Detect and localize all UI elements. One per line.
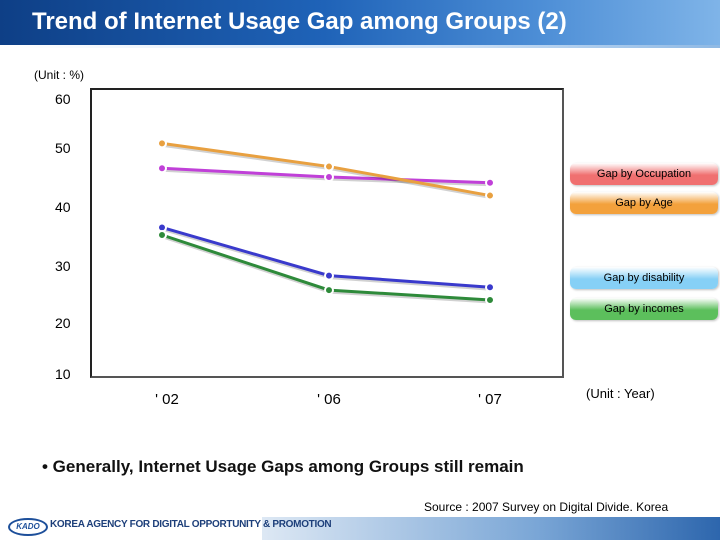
x-tick-label: ' 06: [317, 391, 341, 408]
legend-item-occupation: Gap by Occupation: [570, 163, 718, 185]
data-point: [325, 272, 333, 280]
y-tick-label: 40: [55, 199, 71, 215]
data-point: [486, 192, 494, 200]
data-point: [486, 179, 494, 187]
data-point: [158, 231, 166, 239]
summary-bullet: • Generally, Internet Usage Gaps among Groups still remain: [42, 457, 524, 476]
org-name: KOREA AGENCY FOR DIGITAL OPPORTUNITY & PROMOTION: [50, 519, 332, 530]
data-point: [486, 296, 494, 304]
data-point: [325, 163, 333, 171]
x-tick-label: ' 02: [155, 391, 179, 408]
x-tick-label: ' 07: [478, 391, 502, 408]
data-point: [325, 173, 333, 181]
y-tick-label: 50: [55, 140, 71, 156]
source-note: Source : 2007 Survey on Digital Divide. Korea: [424, 500, 669, 514]
data-point: [325, 286, 333, 294]
legend-item-age: Gap by Age: [570, 192, 718, 214]
data-point: [486, 283, 494, 291]
y-unit-label: (Unit : %): [34, 68, 85, 82]
kado-logo: KADO: [8, 518, 48, 536]
y-tick-label: 10: [55, 366, 71, 382]
series-line-shadow: [163, 229, 491, 289]
data-point: [158, 164, 166, 172]
y-tick-label: 60: [55, 91, 71, 107]
data-point: [158, 139, 166, 147]
legend-item-incomes: Gap by incomes: [570, 298, 718, 320]
y-tick-label: 20: [55, 315, 71, 331]
y-tick-label: 30: [55, 258, 71, 274]
page-title: Trend of Internet Usage Gap among Groups (2): [32, 8, 567, 35]
legend-item-disability: Gap by disability: [570, 267, 718, 289]
x-unit-label: (Unit : Year): [586, 386, 655, 401]
